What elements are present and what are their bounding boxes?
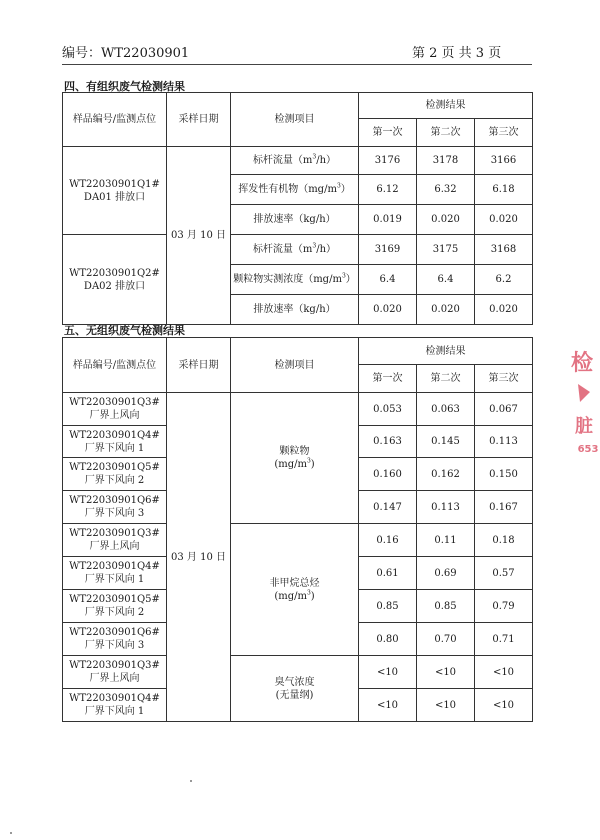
result-value: 3168 (475, 235, 533, 265)
sample-id: WT22030901Q4# (69, 561, 160, 572)
col-header-result: 检测结果 (359, 93, 533, 119)
result-value: 6.12 (359, 175, 417, 205)
result-value: 0.69 (417, 557, 475, 590)
test-item: 挥发性有机物$(mg/m^3)$ (231, 175, 359, 205)
col-header-run-3: 第三次 (475, 119, 533, 147)
result-value: 0.020 (417, 205, 475, 235)
test-item: 排放速率（kg/h） (231, 205, 359, 235)
col-header-item: 检测项目 (231, 338, 359, 393)
sample-id: WT22030901Q5# (69, 462, 160, 473)
sample-cell (63, 689, 167, 722)
result-value: 6.32 (417, 175, 475, 205)
result-value: 0.163 (359, 426, 417, 458)
test-item: 颗粒物 $(mg/m^3)$ (231, 393, 359, 524)
result-value: 0.162 (417, 458, 475, 491)
sample-point: 厂界下风向 2 (84, 475, 145, 486)
col-header-run-2: 第二次 (417, 365, 475, 393)
section-5-title: 五、无组织废气检测结果 (64, 324, 185, 337)
result-value: 0.113 (417, 491, 475, 524)
result-value: <10 (475, 656, 533, 689)
sample-cell (63, 458, 167, 491)
result-value: 6.4 (417, 265, 475, 295)
svg-text:脏: 脏 (575, 416, 593, 437)
result-value: 3169 (359, 235, 417, 265)
sample-cell (63, 590, 167, 623)
table-row (63, 524, 533, 557)
sample-cell (63, 524, 167, 557)
test-item: 臭气浓度 (无量纲) (231, 656, 359, 722)
sample-id: WT22030901Q6# (69, 627, 160, 638)
sample-cell (63, 557, 167, 590)
col-header-result: 检测结果 (359, 338, 533, 365)
result-value: 6.2 (475, 265, 533, 295)
result-value: 0.18 (475, 524, 533, 557)
sampling-date: 03 月 10 日 (167, 147, 231, 325)
result-value: 0.160 (359, 458, 417, 491)
result-value: 0.113 (475, 426, 533, 458)
sample-id: WT22030901Q4# (69, 429, 160, 441)
test-item: 颗粒物实测浓度$(mg/m^3)$ (231, 265, 359, 295)
test-item: 标杆流量$(m^3/h)$ (231, 235, 359, 265)
sample-point: 厂界下风向 1 (84, 574, 145, 585)
test-item: 非甲烷总烃 $(mg/m^3)$ (231, 524, 359, 656)
sample-id: WT22030901Q4# (69, 693, 160, 704)
result-value: 3175 (417, 235, 475, 265)
col-header-sample: 样品编号/监测点位 (63, 338, 167, 393)
result-value: 0.85 (417, 590, 475, 623)
sample-point: 厂界下风向 1 (84, 706, 145, 717)
table-row (63, 393, 533, 426)
result-value: 0.063 (417, 393, 475, 426)
sample-id: WT22030901Q3# (69, 660, 160, 671)
result-value: <10 (475, 689, 533, 722)
sample-id: WT22030901Q2# (69, 267, 160, 279)
result-value: 0.80 (359, 623, 417, 656)
section-4-title: 四、有组织废气检测结果 (64, 80, 185, 93)
result-value: 0.020 (417, 295, 475, 325)
result-value: 0.053 (359, 393, 417, 426)
result-value: 0.57 (475, 557, 533, 590)
col-header-date: 采样日期 (167, 338, 231, 393)
col-header-run-1: 第一次 (359, 365, 417, 393)
sample-point: 厂界下风向 1 (84, 442, 145, 454)
result-value: 0.067 (475, 393, 533, 426)
result-value: 3166 (475, 147, 533, 175)
sample-cell (63, 656, 167, 689)
result-value: 0.11 (417, 524, 475, 557)
result-value: 3178 (417, 147, 475, 175)
result-value: <10 (417, 689, 475, 722)
sample-id: WT22030901Q5# (69, 594, 160, 605)
header-divider (62, 64, 532, 65)
result-value: 0.16 (359, 524, 417, 557)
result-value: 3176 (359, 147, 417, 175)
table-row (63, 147, 533, 175)
result-value: <10 (359, 689, 417, 722)
result-value: 0.019 (359, 205, 417, 235)
result-value: 0.145 (417, 426, 475, 458)
sample-point: 厂界上风向 (89, 541, 140, 552)
result-value: <10 (417, 656, 475, 689)
sample-cell (63, 426, 167, 458)
table-row (63, 656, 533, 689)
sample-id: WT22030901Q3# (69, 528, 160, 539)
test-item: 排放速率（kg/h） (231, 295, 359, 325)
sample-point: 厂界下风向 3 (84, 508, 145, 519)
col-header-item: 检测项目 (231, 93, 359, 147)
result-value: 6.18 (475, 175, 533, 205)
svg-text:检: 检 (570, 351, 594, 376)
col-header-sample: 样品编号/监测点位 (63, 93, 167, 147)
result-value: 0.61 (359, 557, 417, 590)
sample-point: 厂界下风向 2 (84, 607, 145, 618)
sample-id: WT22030901Q3# (69, 397, 160, 408)
report-number: 编号：WT22030901 (62, 46, 190, 61)
col-header-date: 采样日期 (167, 93, 231, 147)
sample-point: 厂界上风向 (89, 673, 140, 684)
result-value: 0.147 (359, 491, 417, 524)
fugitive-exhaust-table (62, 337, 533, 722)
col-header-run-2: 第二次 (417, 119, 475, 147)
sample-id: WT22030901Q1# (69, 178, 160, 190)
result-value: 0.020 (475, 295, 533, 325)
sample-point: 厂界下风向 3 (84, 640, 145, 651)
sample-id: WT22030901Q6# (69, 495, 160, 506)
sample-point: 厂界上风向 (89, 410, 140, 421)
page-indicator: 第 2 页 共 3 页 (412, 46, 502, 61)
seal-stamp-icon (560, 340, 600, 460)
svg-text:653: 653 (577, 444, 599, 455)
result-value: 0.150 (475, 458, 533, 491)
result-value: 0.85 (359, 590, 417, 623)
sample-cell (63, 393, 167, 426)
sample-cell (63, 623, 167, 656)
test-item: 标杆流量$(m^3/h)$ (231, 147, 359, 175)
result-value: 0.79 (475, 590, 533, 623)
scan-dot (10, 832, 12, 834)
result-value: 0.020 (475, 205, 533, 235)
col-header-run-1: 第一次 (359, 119, 417, 147)
result-value: 6.4 (359, 265, 417, 295)
table-row (63, 235, 533, 265)
sample-point: DA02 排放口 (83, 280, 146, 292)
sampling-date: 03 月 10 日 (167, 393, 231, 722)
result-value: 0.020 (359, 295, 417, 325)
organized-exhaust-table (62, 92, 533, 325)
sample-cell (63, 147, 167, 235)
result-value: 0.167 (475, 491, 533, 524)
result-value: 0.70 (417, 623, 475, 656)
col-header-run-3: 第三次 (475, 365, 533, 393)
result-value: 0.71 (475, 623, 533, 656)
sample-point: DA01 排放口 (83, 191, 146, 203)
sample-cell (63, 235, 167, 325)
sample-cell (63, 491, 167, 524)
result-value: <10 (359, 656, 417, 689)
scan-dot (190, 780, 192, 782)
